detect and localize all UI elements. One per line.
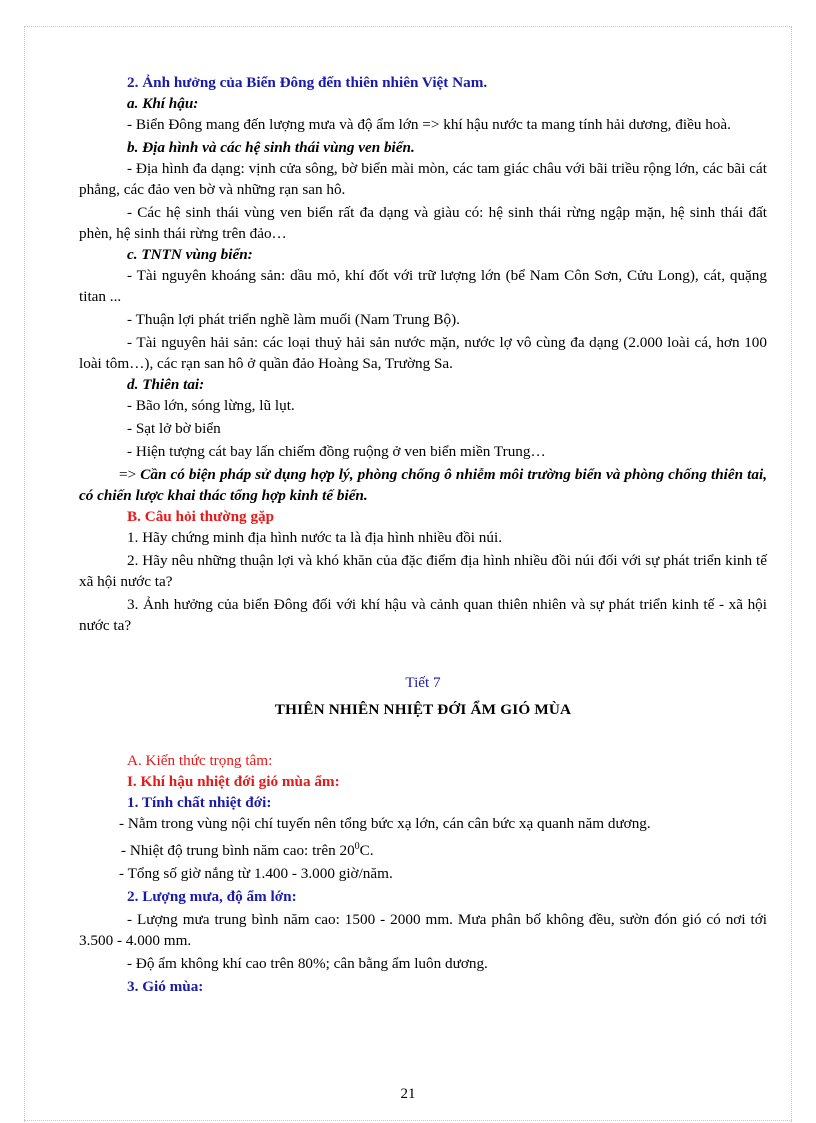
section-I-heading: I. Khí hậu nhiệt đới gió mùa ẩm: <box>127 773 340 790</box>
lesson-number: Tiết 7 <box>405 674 441 691</box>
subsection-c-heading: c. TNTN vùng biển: <box>127 246 253 263</box>
subsection-d-heading: d. Thiên tai: <box>127 376 205 393</box>
paragraph-2-1: - Lượng mưa trung bình năm cao: 1500 - 2000 mm. Mưa phân bố không đều, sườn đón gió có nơi tới 3.500 - 4.000 mm. <box>79 911 767 950</box>
paragraph-c-3: - Tài nguyên hải sản: các loại thuỷ hải sản nước mặn, nước lợ vô cùng đa dạng (2.000 loài cá, hơn 100 loài tôm…), các rạn san hô ở quần đảo Hoàng Sa, Trường Sa. <box>79 334 767 372</box>
paragraph-d-2: - Sạt lở bờ biển <box>127 420 221 437</box>
paragraph-a-1: - Biển Đông mang đến lượng mưa và độ ẩm lớn => khí hậu nước ta mang tính hải dương, điều hoà. <box>127 116 731 133</box>
page-border-bottom <box>24 1120 792 1121</box>
question-2: 2. Hãy nêu những thuận lợi và khó khăn của đặc điểm địa hình nhiều đồi núi đối với sự phát triển kinh tế xã hội nước ta? <box>79 552 767 590</box>
subsection-a-heading: a. Khí hậu: <box>127 95 199 112</box>
subsection-b-heading: b. Địa hình và các hệ sinh thái vùng ven biển. <box>127 139 415 156</box>
temperature-text: - Nhiệt độ trung bình năm cao: trên 20 <box>121 842 355 860</box>
paragraph-d-3: - Hiện tượng cát bay lấn chiếm đồng ruộng ở ven biển miền Trung… <box>127 443 546 460</box>
question-1: 1. Hãy chứng minh địa hình nước ta là địa hình nhiều đồi núi. <box>127 529 503 546</box>
paragraph-d-1: - Bão lớn, sóng lừng, lũ lụt. <box>127 397 295 414</box>
section-a-heading: A. Kiến thức trọng tâm: <box>127 752 273 769</box>
conclusion-arrow: => <box>119 466 137 483</box>
paragraph-1-3: - Tổng số giờ nắng từ 1.400 - 3.000 giờ/năm. <box>119 865 393 883</box>
temperature-unit: C. <box>359 842 374 860</box>
section-b-heading: B. Câu hỏi thường gặp <box>127 508 275 525</box>
paragraph-c-2: - Thuận lợi phát triển nghề làm muối (Nam Trung Bộ). <box>127 311 460 328</box>
subsection-1-heading: 1. Tính chất nhiệt đới: <box>127 794 272 811</box>
conclusion <box>79 464 767 506</box>
degree-superscript: 0 <box>354 841 360 852</box>
subsection-2-heading: 2. Lượng mưa, độ ẩm lớn: <box>127 888 297 906</box>
paragraph-1-1: - Nằm trong vùng nội chí tuyến nên tổng bức xạ lớn, cán cân bức xạ quanh năm dương. <box>119 815 651 832</box>
subsection-3-heading: 3. Gió mùa: <box>127 978 204 996</box>
paragraph-b-2: - Các hệ sinh thái vùng ven biển rất đa dạng và giàu có: hệ sinh thái rừng ngập mặn, hệ sinh thái đất phèn, hệ sinh thái rừng trên đảo… <box>79 204 767 242</box>
conclusion-text: Cần có biện pháp sử dụng hợp lý, phòng chống ô nhiễm môi trường biển và phòng chống thiên tai, có chiến lược khai thác tổng hợp kinh tế biển. <box>79 466 767 504</box>
document-page <box>79 72 767 997</box>
paragraph-1-2 <box>79 836 767 861</box>
page-number: 21 <box>400 1086 416 1102</box>
paragraph-c-1: - Tài nguyên khoáng sản: dầu mỏ, khí đốt với trữ lượng lớn (bể Nam Côn Sơn, Cửu Long), cát, quặng titan ... <box>79 267 767 305</box>
question-3: 3. Ảnh hưởng của biển Đông đối với khí hậu và cảnh quan thiên nhiên và sự phát triển kinh tế - xã hội nước ta? <box>79 596 767 634</box>
paragraph-b-1: - Địa hình đa dạng: vịnh cửa sông, bờ biển mài mòn, các tam giác châu với bãi triều rộng lớn, các bãi cát phẳng, các đảo ven bờ và những rạn san hô. <box>79 160 767 198</box>
paragraph-2-2: - Độ ẩm không khí cao trên 80%; cân bằng ẩm luôn dương. <box>127 955 488 973</box>
lesson-title: THIÊN NHIÊN NHIỆT ĐỚI ẨM GIÓ MÙA <box>274 701 572 718</box>
section-2-heading: 2. Ảnh hưởng của Biển Đông đến thiên nhiên Việt Nam. <box>127 74 488 91</box>
